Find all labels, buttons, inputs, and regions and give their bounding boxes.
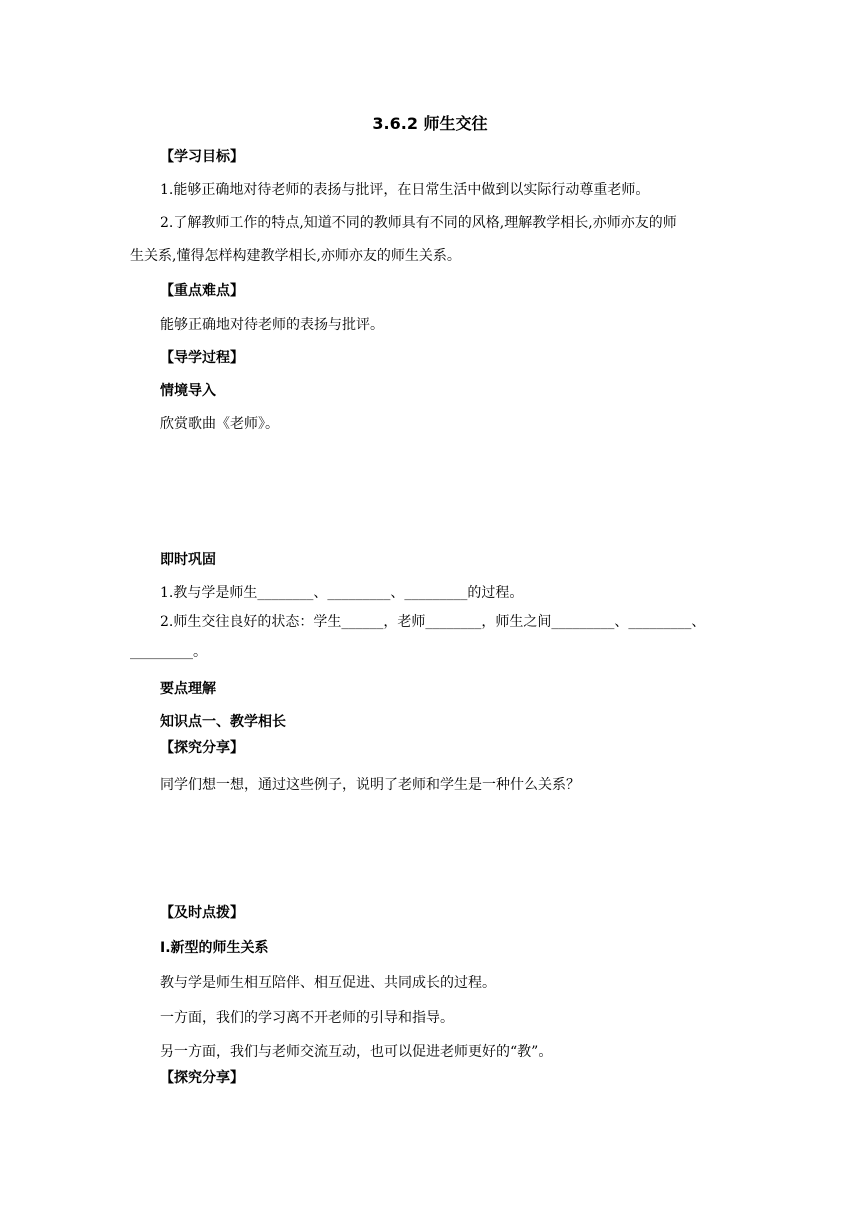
explore-text-1: 同学们想一想，通过这些例子，说明了老师和学生是一种什么关系？ [160,777,580,793]
consolidate-question-1: 1.教与学是师生________、_________、_________的过程。 [160,585,524,601]
intro-text: 欣赏歌曲《老师》。 [160,416,279,432]
intro-heading: 情境导入 [160,383,216,399]
explore-heading-2: 【探究分享】 [160,1070,244,1086]
objective-1: 1.能够正确地对待老师的表扬与批评，在日常生活中做到以实际行动尊重老师。 [160,182,650,198]
objective-2-line-2: 生关系,懂得怎样构建教学相长,亦师亦友的师生关系。 [130,248,461,264]
knowledge-point-1-heading: 知识点一、教学相长 [160,714,286,730]
tips-heading: 【及时点拨】 [160,905,244,921]
tips-sub-heading: Ⅰ.新型的师生关系 [160,940,269,956]
consolidate-question-2-line-1: 2.师生交往良好的状态：学生______，老师________，师生之间_________、_________、 [160,614,706,630]
tips-text-3: 另一方面，我们与老师交流互动，也可以促进老师更好的“教”。 [160,1044,553,1060]
tips-text-2: 一方面，我们的学习离不开老师的引导和指导。 [160,1010,454,1026]
tips-text-1: 教与学是师生相互陪伴、相互促进、共同成长的过程。 [160,975,496,991]
consolidate-heading: 即时巩固 [160,552,216,568]
keypoints-text: 能够正确地对待老师的表扬与批评。 [160,317,384,333]
objectives-heading: 【学习目标】 [160,149,244,165]
explore-heading-1: 【探究分享】 [160,740,244,756]
understanding-heading: 要点理解 [160,681,216,697]
keypoints-heading: 【重点难点】 [160,283,244,299]
consolidate-question-2-line-2: _________。 [130,644,207,660]
process-heading: 【导学过程】 [160,350,244,366]
page-title: 3.6.2 师生交往 [372,114,488,133]
objective-2-line-1: 2.了解教师工作的特点,知道不同的教师具有不同的风格,理解教学相长,亦师亦友的师 [160,215,677,231]
